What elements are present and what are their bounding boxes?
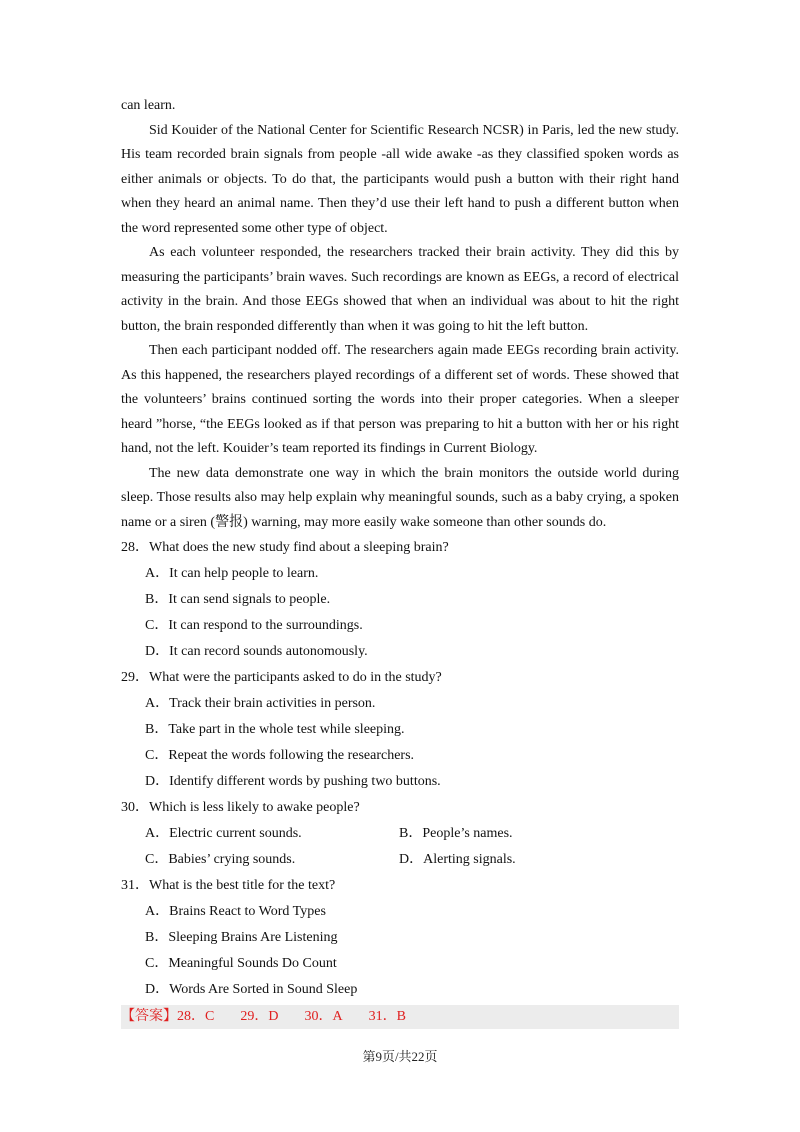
option-c: C．Repeat the words following the researchers. (145, 748, 415, 763)
option-b: B．Sleeping Brains Are Listening (145, 930, 338, 945)
passage-paragraph-1: Sid Kouider of the National Center for Scientific Research NCSR) in Paris, led the new study. His team recorded brain signals from people -all wide awake -as they classified spoken words as either animals or objects. To do that, the participants would push a button with their right hand when they heard an animal name. Then they’d use their left hand to push a different button when the word represented some other type of object. (121, 122, 679, 236)
passage-paragraph-0: can learn. (121, 98, 176, 113)
option-row (145, 847, 679, 873)
answer-tag: 【答案】 (121, 1009, 177, 1024)
question-stem: 30．Which is less likely to awake people? (121, 800, 360, 815)
option-row (145, 821, 679, 847)
answer-key (121, 1005, 679, 1029)
option-d: D．It can record sounds autonomously. (145, 644, 368, 659)
answer-29: 29．D (240, 1009, 279, 1024)
page-number: 第9页/共22页 (362, 1049, 438, 1064)
answer-30: 30．A (304, 1009, 343, 1024)
option-d: D．Words Are Sorted in Sound Sleep (145, 982, 358, 997)
option-d: D．Identify different words by pushing two buttons. (145, 774, 441, 789)
option-a: A．It can help people to learn. (145, 566, 319, 581)
option-b: B．People’s names. (399, 826, 513, 841)
passage-paragraph-2: As each volunteer responded, the researchers tracked their brain activity. They did this by measuring the participants’ brain waves. Such recordings are known as EEGs, a record of electrical activity in the brain. And those EEGs showed that when an individual was about to hit the right button, the brain responded differently than when it was going to hit the left button. (121, 245, 679, 334)
question-28 (121, 535, 679, 665)
option-c: C．Babies’ crying sounds. (145, 852, 296, 867)
option-b: B．Take part in the whole test while sleeping. (145, 722, 405, 737)
question-stem: 29．What were the participants asked to do in the study? (121, 670, 442, 685)
document-page (121, 94, 679, 1029)
option-d: D．Alerting signals. (399, 852, 516, 867)
question-stem: 28．What does the new study find about a sleeping brain? (121, 540, 449, 555)
question-30 (121, 795, 679, 873)
question-31 (121, 873, 679, 1003)
question-29 (121, 665, 679, 795)
answer-28: 28．C (177, 1009, 215, 1024)
option-a: A．Brains React to Word Types (145, 904, 326, 919)
passage-paragraph-3: Then each participant nodded off. The researchers again made EEGs recording brain activity. As this happened, the researchers played recordings of a different set of words. These showed that the volunteers’ brains continued sorting the words into their proper categories. When a sleeper heard ”horse, “the EEGs looked as if that person was preparing to hit a button with her or his right hand, not the left. Kouider’s team reported its findings in Current Biology. (121, 343, 679, 456)
question-stem: 31．What is the best title for the text? (121, 878, 336, 893)
option-a: A．Electric current sounds. (145, 826, 302, 841)
option-a: A．Track their brain activities in person. (145, 696, 376, 711)
option-b: B．It can send signals to people. (145, 592, 331, 607)
option-c: C．It can respond to the surroundings. (145, 618, 363, 633)
answer-31: 31．B (368, 1009, 406, 1024)
passage-paragraph-4: The new data demonstrate one way in which the brain monitors the outside world during sleep. Those results also may help explain why meaningful sounds, such as a baby crying, a spoken name or a siren (警报) warning, may more easily wake someone than other sounds do. (121, 465, 679, 530)
option-c: C．Meaningful Sounds Do Count (145, 956, 337, 971)
